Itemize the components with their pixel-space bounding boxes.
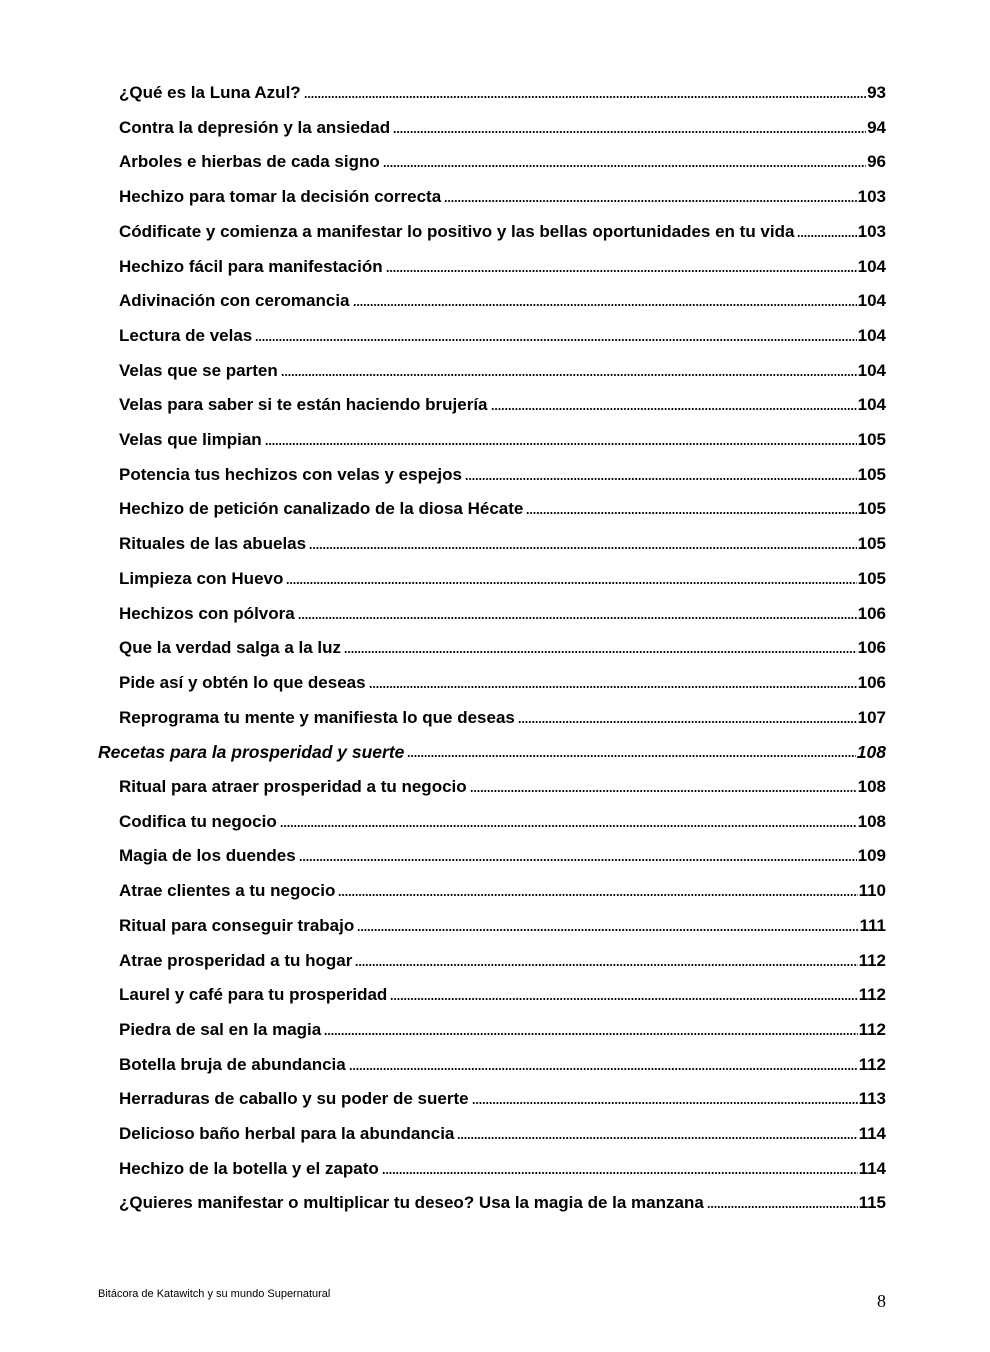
toc-entry-page-number: 112 bbox=[858, 985, 886, 1005]
dot-leader bbox=[457, 1137, 857, 1139]
toc-entry[interactable] bbox=[119, 525, 886, 555]
toc-entry-title: Velas que limpian bbox=[119, 430, 262, 449]
toc-entry[interactable] bbox=[119, 282, 886, 312]
toc-entry-title: Adivinación con ceromancia bbox=[119, 291, 350, 311]
toc-entry-title: ¿Quieres manifestar o multiplicar tu deseo? Usa la magia de la manzana bbox=[119, 1193, 704, 1213]
toc-entry[interactable] bbox=[119, 803, 886, 833]
toc-entry-title: Laurel y café para tu prosperidad bbox=[119, 985, 388, 1005]
dot-leader bbox=[344, 651, 857, 653]
toc-entry-title: Codifica tu negocio bbox=[119, 811, 277, 831]
toc-entry-title: Hechizos con pólvora bbox=[119, 603, 295, 623]
dot-leader bbox=[797, 235, 856, 237]
toc-entry-page-number: 112 bbox=[858, 950, 886, 970]
toc-entry-page-number: 93 bbox=[867, 83, 886, 102]
toc-entry[interactable] bbox=[119, 907, 886, 937]
toc-entry[interactable] bbox=[119, 768, 886, 798]
toc-entry[interactable] bbox=[119, 421, 886, 451]
dot-leader bbox=[369, 686, 857, 688]
toc-entry[interactable] bbox=[119, 1150, 886, 1180]
toc-entry-page-number: 104 bbox=[857, 291, 886, 311]
toc-entry-title: Hechizo fácil para manifestación bbox=[119, 256, 383, 276]
toc-entry[interactable] bbox=[119, 248, 886, 278]
toc-entry-title: Recetas para la prosperidad y suerte bbox=[98, 742, 405, 763]
toc-entry[interactable] bbox=[119, 699, 886, 729]
dot-leader bbox=[393, 131, 866, 133]
toc-entry-page-number: 109 bbox=[857, 846, 886, 866]
toc-entry[interactable] bbox=[119, 143, 886, 173]
toc-entry-title: Magia de los duendes bbox=[119, 846, 296, 866]
dot-leader bbox=[324, 1033, 857, 1035]
toc-entry[interactable] bbox=[119, 386, 886, 416]
dot-leader bbox=[298, 617, 857, 619]
toc-entry-page-number: 103 bbox=[857, 221, 886, 241]
dot-leader bbox=[707, 1206, 858, 1208]
dot-leader bbox=[255, 339, 856, 341]
toc-entry-page-number: 104 bbox=[857, 360, 886, 380]
dot-leader bbox=[472, 1102, 858, 1104]
toc-entry-page-number: 114 bbox=[858, 1124, 886, 1143]
dot-leader bbox=[299, 859, 857, 861]
toc-entry-page-number: 114 bbox=[858, 1158, 886, 1178]
toc-entry-page-number: 94 bbox=[867, 117, 886, 137]
toc-entry[interactable] bbox=[119, 1184, 886, 1214]
toc-entry-title: Piedra de sal en la magia bbox=[119, 1019, 322, 1039]
toc-entry-title: Delicioso baño herbal para la abundancia bbox=[119, 1124, 455, 1143]
toc-entry[interactable] bbox=[119, 837, 886, 867]
toc-entry-title: Ritual para conseguir trabajo bbox=[119, 915, 355, 935]
dot-leader bbox=[390, 998, 857, 1000]
toc-entry-title: Atrae prosperidad a tu hogar bbox=[119, 950, 353, 970]
toc-entry[interactable] bbox=[119, 317, 886, 347]
toc-entry-page-number: 106 bbox=[857, 603, 886, 623]
toc-entry-page-number: 111 bbox=[859, 915, 886, 935]
toc-entry-page-number: 104 bbox=[857, 395, 886, 415]
toc-entry-title: Pide así y obtén lo que deseas bbox=[119, 672, 366, 692]
toc-entry-title: ¿Qué es la Luna Azul? bbox=[119, 83, 301, 102]
toc-entry[interactable] bbox=[119, 872, 886, 902]
toc-entry[interactable] bbox=[119, 74, 886, 104]
toc-entry[interactable] bbox=[119, 1046, 886, 1076]
toc-entry[interactable] bbox=[119, 109, 886, 139]
toc-entry-page-number: 108 bbox=[857, 777, 886, 796]
toc-entry-page-number: 108 bbox=[856, 742, 886, 763]
dot-leader bbox=[444, 200, 856, 202]
toc-entry-page-number: 115 bbox=[858, 1193, 886, 1213]
toc-entry[interactable] bbox=[119, 213, 886, 243]
toc-entry-title: Rituales de las abuelas bbox=[119, 534, 307, 554]
dot-leader bbox=[349, 1068, 858, 1070]
dot-leader bbox=[353, 304, 857, 306]
dot-leader bbox=[286, 582, 856, 584]
toc-entry-page-number: 112 bbox=[858, 1019, 886, 1039]
toc-entry-page-number: 105 bbox=[857, 499, 886, 519]
toc-entry-page-number: 104 bbox=[857, 256, 886, 276]
dot-leader bbox=[281, 374, 857, 376]
toc-entry[interactable] bbox=[119, 1115, 886, 1145]
dot-leader bbox=[386, 270, 857, 272]
toc-entry[interactable] bbox=[119, 560, 886, 590]
dot-leader bbox=[518, 721, 857, 723]
toc-entry[interactable] bbox=[119, 595, 886, 625]
toc-entry[interactable] bbox=[119, 629, 886, 659]
dot-leader bbox=[526, 512, 856, 514]
toc-entry-title: Lectura de velas bbox=[119, 325, 253, 345]
toc-entry-page-number: 112 bbox=[858, 1054, 886, 1074]
toc-entry-title: Hechizo para tomar la decisión correcta bbox=[119, 187, 442, 207]
toc-entry-title: Arboles e hierbas de cada signo bbox=[119, 152, 380, 172]
toc-entry[interactable] bbox=[119, 1080, 886, 1110]
toc-entry-page-number: 106 bbox=[857, 672, 886, 692]
toc-entry-title: Ritual para atraer prosperidad a tu negocio bbox=[119, 777, 467, 796]
dot-leader bbox=[491, 408, 857, 410]
toc-entry-title: Herraduras de caballo y su poder de suerte bbox=[119, 1089, 469, 1109]
toc-entry-page-number: 110 bbox=[858, 881, 886, 901]
toc-entry-title: Hechizo de petición canalizado de la diosa Hécate bbox=[119, 499, 524, 519]
dot-leader bbox=[382, 1172, 858, 1174]
toc-entry-title: Que la verdad salga a la luz bbox=[119, 638, 342, 658]
toc-entry-page-number: 107 bbox=[857, 707, 886, 727]
toc-entry-page-number: 105 bbox=[857, 430, 886, 449]
toc-entry-page-number: 96 bbox=[867, 152, 886, 172]
toc-entry[interactable] bbox=[119, 976, 886, 1006]
toc-entry-title: Velas que se parten bbox=[119, 360, 278, 380]
toc-entry-page-number: 105 bbox=[857, 568, 886, 588]
dot-leader bbox=[355, 964, 857, 966]
dot-leader bbox=[465, 478, 857, 480]
toc-entry-title: Velas para saber si te están haciendo brujería bbox=[119, 395, 488, 415]
toc-entry-title: Atrae clientes a tu negocio bbox=[119, 881, 336, 901]
dot-leader bbox=[407, 755, 855, 757]
toc-entry-page-number: 105 bbox=[857, 464, 886, 484]
toc-entry[interactable] bbox=[119, 1011, 886, 1041]
dot-leader bbox=[470, 790, 857, 792]
toc-entry-title: Potencia tus hechizos con velas y espejos bbox=[119, 464, 462, 484]
toc-entry[interactable] bbox=[119, 490, 886, 520]
footer-book-title: Bitácora de Katawitch y su mundo Supernatural bbox=[98, 1288, 331, 1300]
toc-entry-page-number: 106 bbox=[857, 638, 886, 658]
toc-entry-page-number: 104 bbox=[857, 325, 886, 345]
toc-entry[interactable] bbox=[119, 664, 886, 694]
dot-leader bbox=[309, 547, 857, 549]
toc-entry-title: Botella bruja de abundancia bbox=[119, 1054, 346, 1074]
toc-entry[interactable] bbox=[119, 352, 886, 382]
dot-leader bbox=[383, 165, 866, 167]
toc-entry-title: Códificate y comienza a manifestar lo positivo y las bellas oportunidades en tu vida bbox=[119, 221, 795, 241]
dot-leader bbox=[357, 929, 858, 931]
toc-entry-title: Limpieza con Huevo bbox=[119, 568, 284, 588]
dot-leader bbox=[280, 825, 857, 827]
toc-entry-page-number: 113 bbox=[858, 1089, 886, 1109]
toc-entry-title: Contra la depresión y la ansiedad bbox=[119, 117, 391, 137]
toc-entry[interactable] bbox=[119, 178, 886, 208]
dot-leader bbox=[304, 96, 866, 98]
footer-page-number: 8 bbox=[877, 1291, 886, 1311]
toc-section-entry[interactable] bbox=[98, 733, 886, 763]
toc-entry-title: Reprograma tu mente y manifiesta lo que deseas bbox=[119, 707, 515, 727]
dot-leader bbox=[265, 443, 857, 445]
toc-entry-page-number: 108 bbox=[857, 811, 886, 831]
toc-entry-title: Hechizo de la botella y el zapato bbox=[119, 1158, 379, 1178]
toc-entry[interactable] bbox=[119, 456, 886, 486]
toc-entry[interactable] bbox=[119, 942, 886, 972]
dot-leader bbox=[338, 894, 857, 896]
toc-entry-page-number: 103 bbox=[857, 187, 886, 207]
toc-entry-page-number: 105 bbox=[857, 534, 886, 554]
